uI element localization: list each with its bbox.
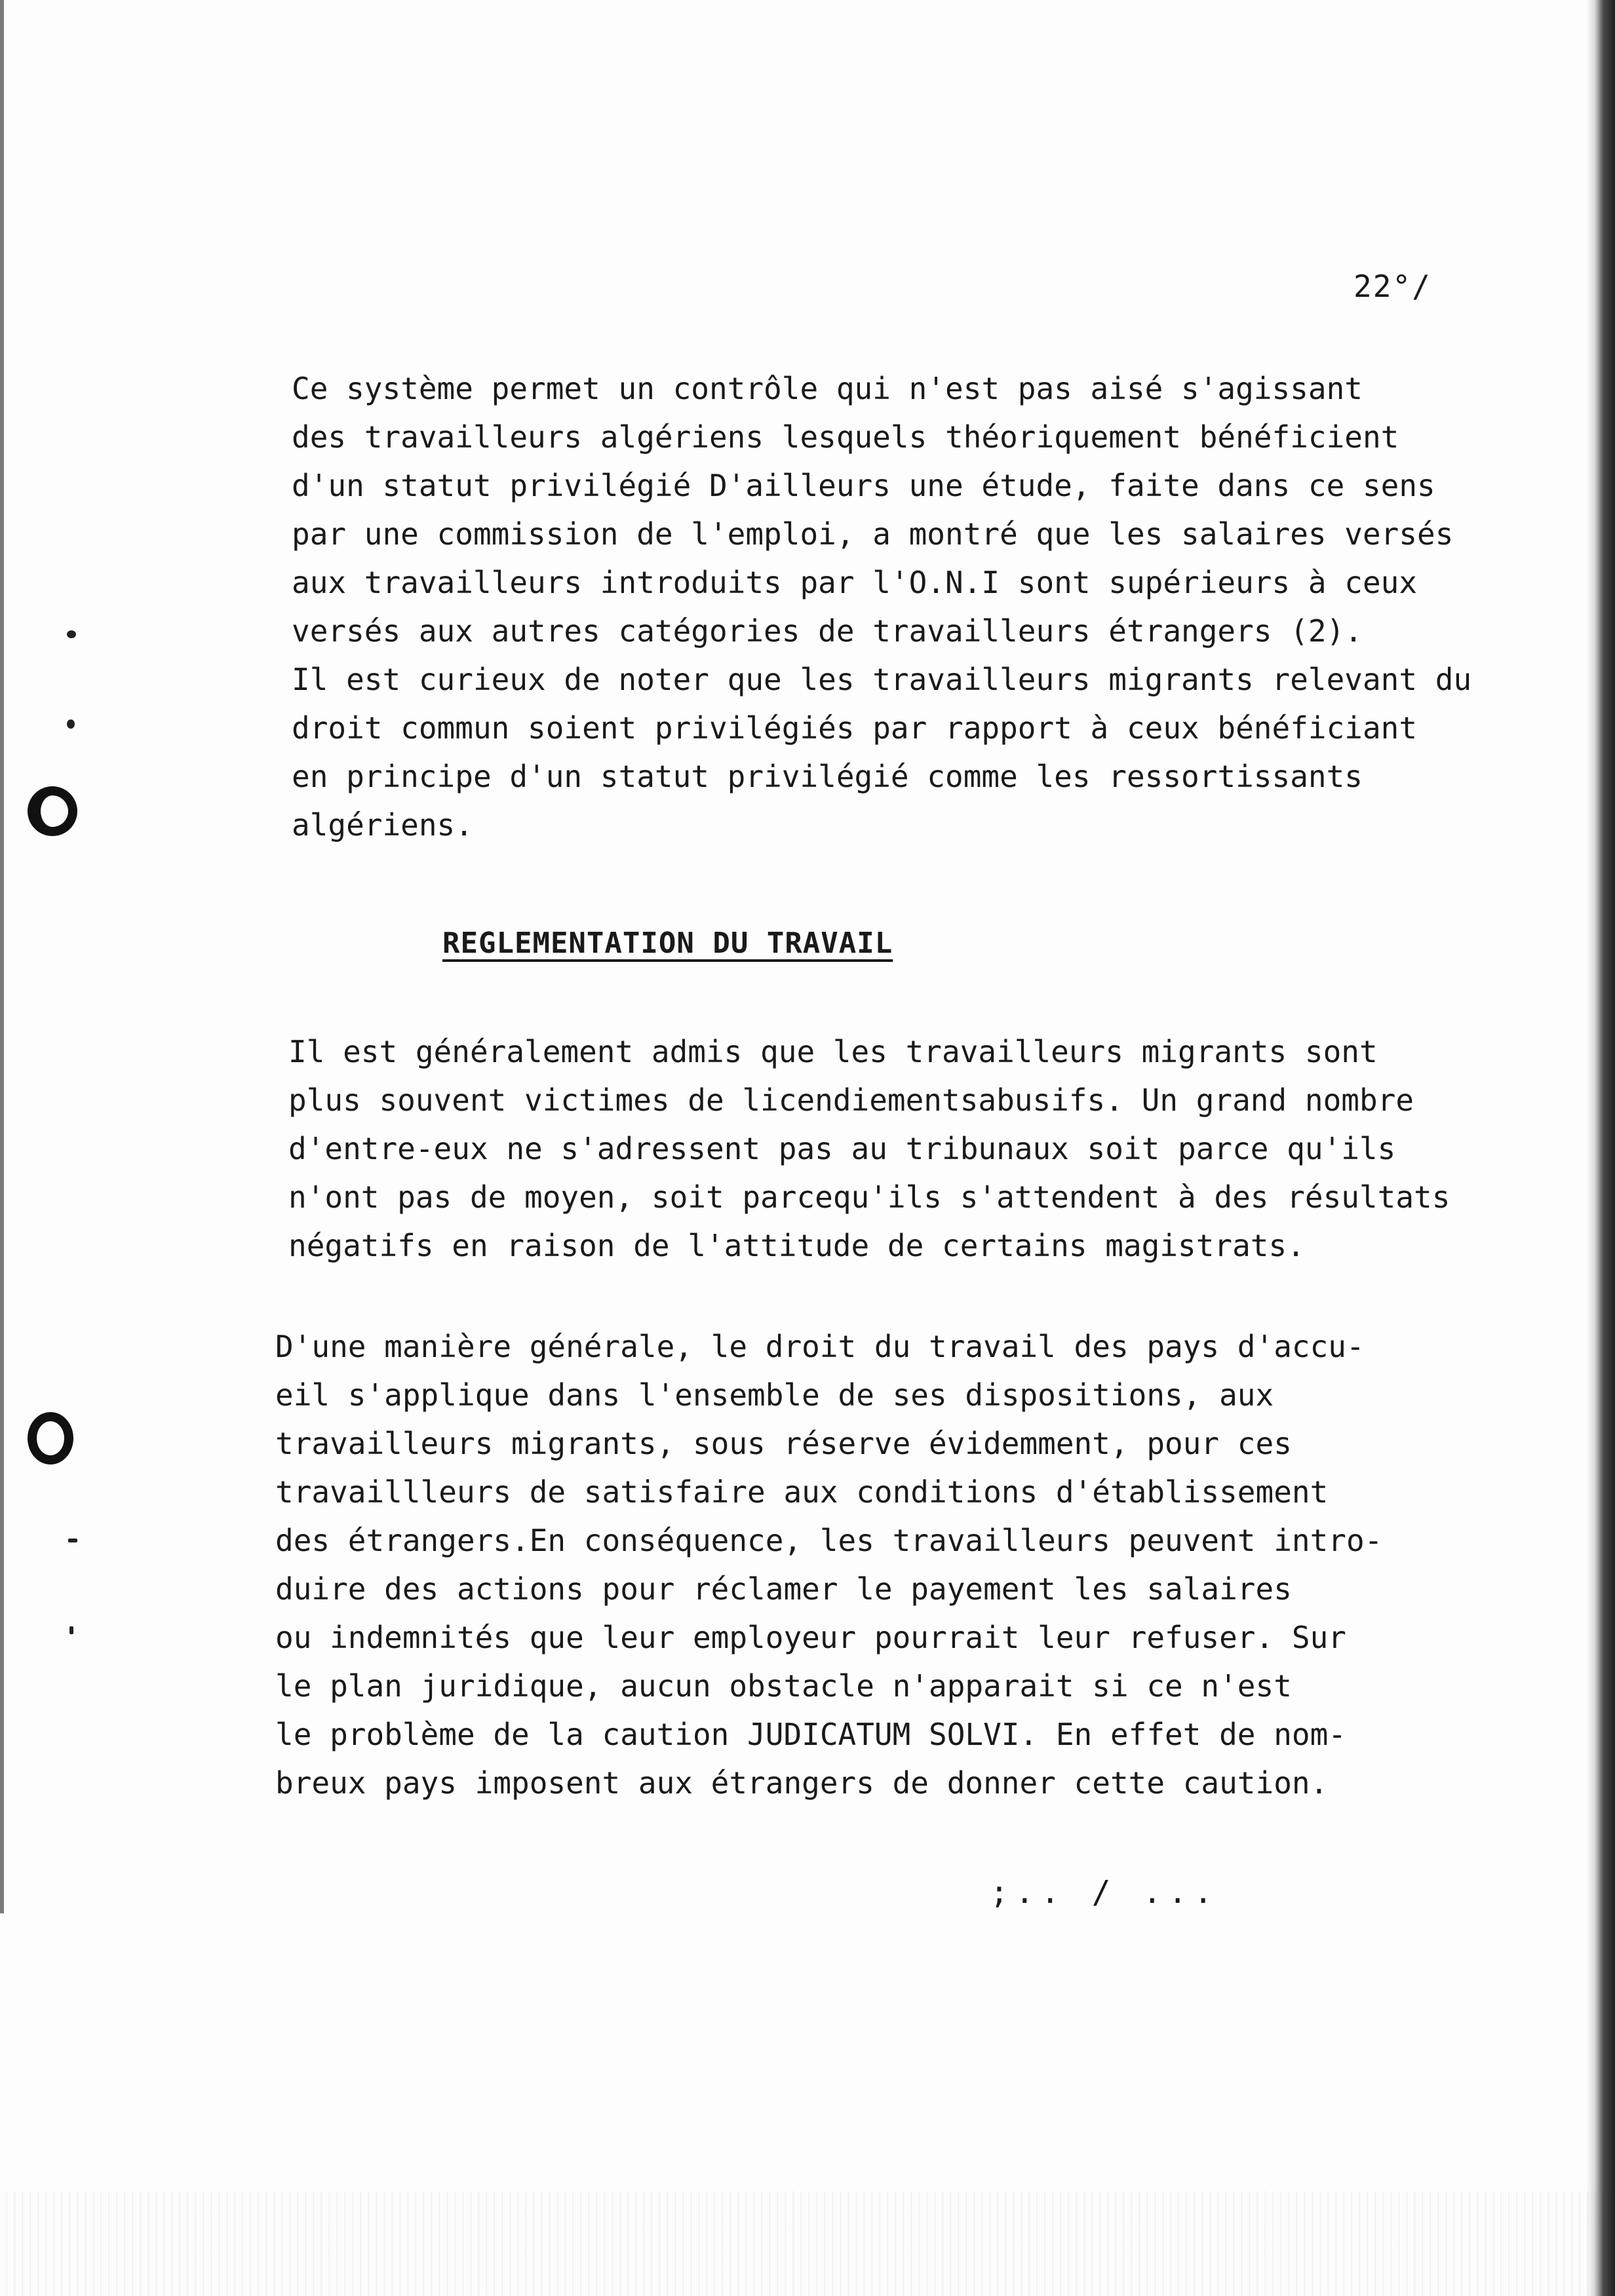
text-line: d'un statut privilégié D'ailleurs une étude, faite dans ce sens — [292, 468, 1435, 503]
text-line: en principe d'un statut privilégié comme les ressortissants — [292, 759, 1363, 794]
text-line: ou indemnités que leur employeur pourrait leur refuser. Sur — [275, 1620, 1346, 1655]
text-line: plus souvent victimes de licendiementsabusifs. Un grand nombre — [288, 1082, 1414, 1118]
text-line: D'une manière générale, le droit du travail des pays d'accu- — [275, 1329, 1365, 1364]
text-line: versés aux autres catégories de travailleurs étrangers (2). — [292, 613, 1363, 649]
text-line: le plan juridique, aucun obstacle n'apparait si ce n'est — [275, 1668, 1292, 1704]
scan-bottom-noise — [0, 2191, 1615, 2296]
paragraph-labour-law — [275, 1322, 1382, 1807]
scan-right-edge — [1586, 0, 1615, 2296]
text-line: le problème de la caution JUDICATUM SOLVI. En effet de nom- — [275, 1717, 1346, 1752]
text-line: Ce système permet un contrôle qui n'est pas aisé s'agissant — [292, 371, 1363, 406]
text-line: négatifs en raison de l'attitude de certains magistrats. — [288, 1228, 1305, 1263]
text-line: d'entre-eux ne s'adressent pas au tribunaux soit parce qu'ils — [288, 1131, 1396, 1166]
text-line: Il est curieux de noter que les travailleurs migrants relevant du — [292, 662, 1472, 697]
text-line: Il est généralement admis que les travailleurs migrants sont — [288, 1034, 1378, 1069]
text-line: travailleurs migrants, sous réserve évidemment, pour ces — [275, 1426, 1292, 1461]
margin-dot-mark — [67, 719, 75, 729]
punch-hole-icon — [28, 1412, 73, 1464]
text-line: des étrangers.En conséquence, les travailleurs peuvent intro- — [275, 1523, 1383, 1558]
margin-dot-mark — [67, 630, 76, 638]
text-line: des travailleurs algériens lesquels théoriquement bénéficient — [292, 419, 1399, 455]
text-line: travaillleurs de satisfaire aux conditions d'établissement — [275, 1474, 1329, 1510]
paragraph-dismissals — [288, 1027, 1450, 1270]
section-heading: REGLEMENTATION DU TRAVAIL — [442, 927, 893, 960]
text-line: n'ont pas de moyen, soit parcequ'ils s'attendent à des résultats — [288, 1179, 1450, 1215]
continuation-mark: ;.. / ... — [990, 1874, 1220, 1911]
scan-left-edge — [0, 0, 4, 1913]
text-line: aux travailleurs introduits par l'O.N.I sont supérieurs à ceux — [292, 565, 1418, 600]
text-line: duire des actions pour réclamer le payement les salaires — [275, 1571, 1292, 1607]
page-number: 22°/ — [1353, 269, 1431, 304]
text-line: algériens. — [292, 807, 473, 843]
margin-dash-mark — [68, 1539, 77, 1542]
text-line: par une commission de l'emploi, a montré que les salaires versés — [292, 516, 1454, 552]
text-line: droit commun soient privilégiés par rapport à ceux bénéficiant — [292, 710, 1418, 746]
margin-dot-mark — [69, 1626, 73, 1634]
punch-hole-icon — [28, 786, 77, 836]
paragraph-salary-control — [292, 364, 1471, 849]
text-line: breux pays imposent aux étrangers de donner cette caution. — [275, 1765, 1329, 1801]
text-line: eil s'applique dans l'ensemble de ses dispositions, aux — [275, 1377, 1274, 1413]
